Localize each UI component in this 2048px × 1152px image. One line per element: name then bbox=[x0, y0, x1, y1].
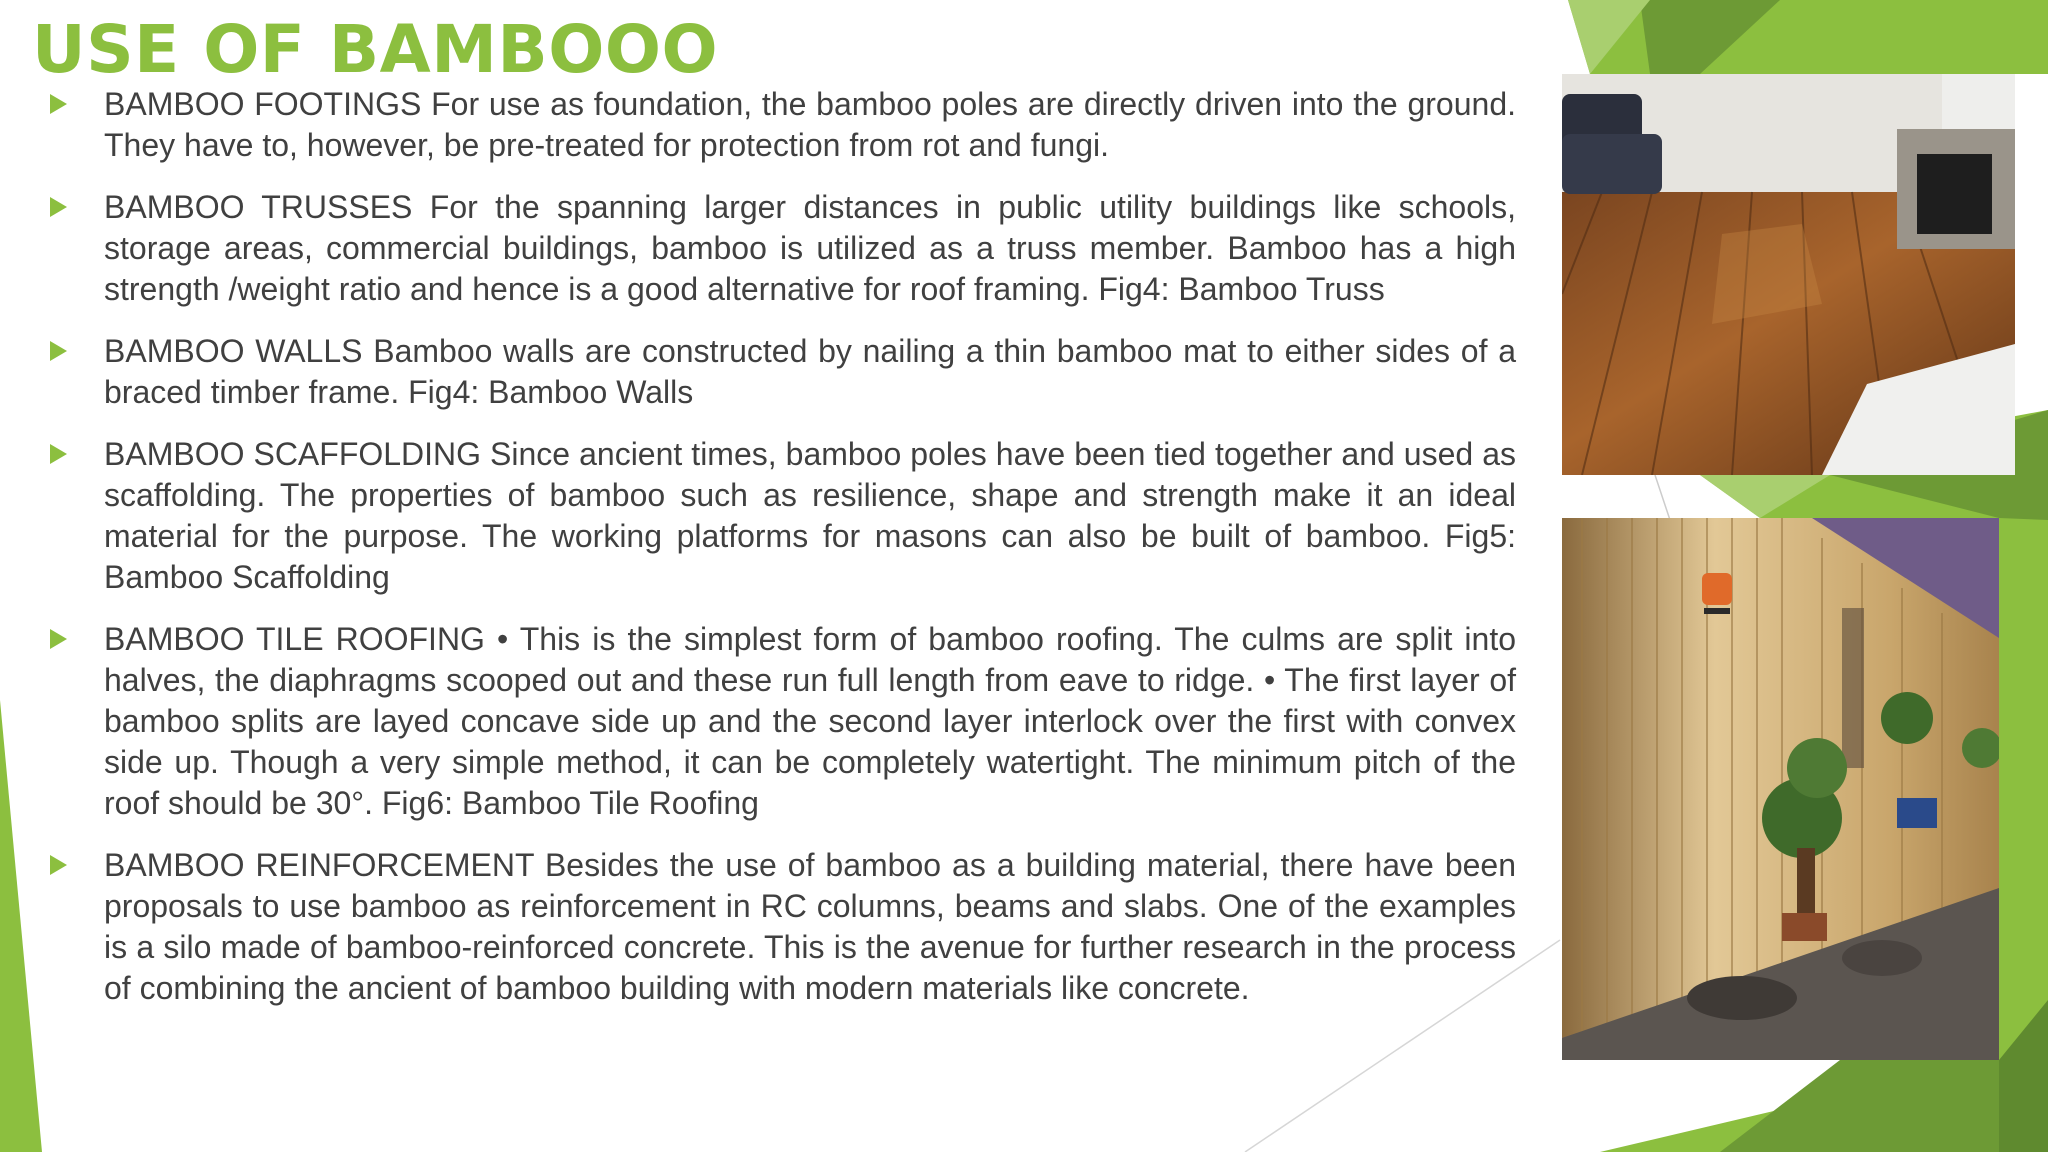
bullet-text: BAMBOO REINFORCEMENT Besides the use of bamboo as a building material, there have been proposals to use bamboo as reinforcement in RC columns, beams and slabs. One of the examples is a silo made of bamboo-reinforced concrete. This is the avenue for further research in the process of combining the ancient of bamboo building with modern materials like concrete. bbox=[104, 847, 1516, 1006]
bullet-text: BAMBOO TILE ROOFING • This is the simplest form of bamboo roofing. The culms are split into halves, the diaphragms scooped out and these run full length from eave to ridge. • The first layer of bamboo splits are layed concave side up and the second layer interlock over the first with convex side up. Though a very simple method, it can be completely watertight. The minimum pitch of the roof should be 30°. Fig6: Bamboo Tile Roofing bbox=[104, 621, 1516, 821]
bullet-text: BAMBOO TRUSSES For the spanning larger distances in public utility buildings like schools, storage areas, commercial buildings, bamboo is utilized as a truss member. Bamboo has a high strength /weight ratio and hence is a good alternative for roof framing. Fig4: Bamboo Truss bbox=[104, 189, 1516, 307]
bullet-list bbox=[46, 84, 1516, 1030]
bullet-item-scaffolding bbox=[46, 434, 1516, 598]
bullet-text: BAMBOO FOOTINGS For use as foundation, the bamboo poles are directly driven into the ground. They have to, however, be pre-treated for protection from rot and fungi. bbox=[104, 86, 1516, 163]
bullet-item-reinforcement bbox=[46, 845, 1516, 1009]
triangle-right-icon bbox=[50, 629, 67, 649]
bullet-item-trusses bbox=[46, 187, 1516, 310]
triangle-right-icon bbox=[50, 444, 67, 464]
bullet-text: BAMBOO WALLS Bamboo walls are constructed by nailing a thin bamboo mat to either sides of a braced timber frame. Fig4: Bamboo Walls bbox=[104, 333, 1516, 410]
slide-title: USE OF BAMBOOO bbox=[32, 11, 719, 88]
bullet-item-walls bbox=[46, 331, 1516, 413]
bullet-text: BAMBOO SCAFFOLDING Since ancient times, bamboo poles have been tied together and used as scaffolding. The properties of bamboo such as resilience, shape and strength make it an ideal material for the purpose. The working platforms for masons can also be built of bamboo. Fig5: Bamboo Scaffolding bbox=[104, 436, 1516, 595]
bamboo-wall-photo bbox=[1562, 518, 1999, 1060]
bullet-item-footings bbox=[46, 84, 1516, 166]
triangle-right-icon bbox=[50, 341, 67, 361]
bullet-item-tile-roofing bbox=[46, 619, 1516, 824]
triangle-right-icon bbox=[50, 94, 67, 114]
triangle-right-icon bbox=[50, 197, 67, 217]
bamboo-floor-photo bbox=[1562, 74, 2015, 475]
triangle-right-icon bbox=[50, 855, 67, 875]
